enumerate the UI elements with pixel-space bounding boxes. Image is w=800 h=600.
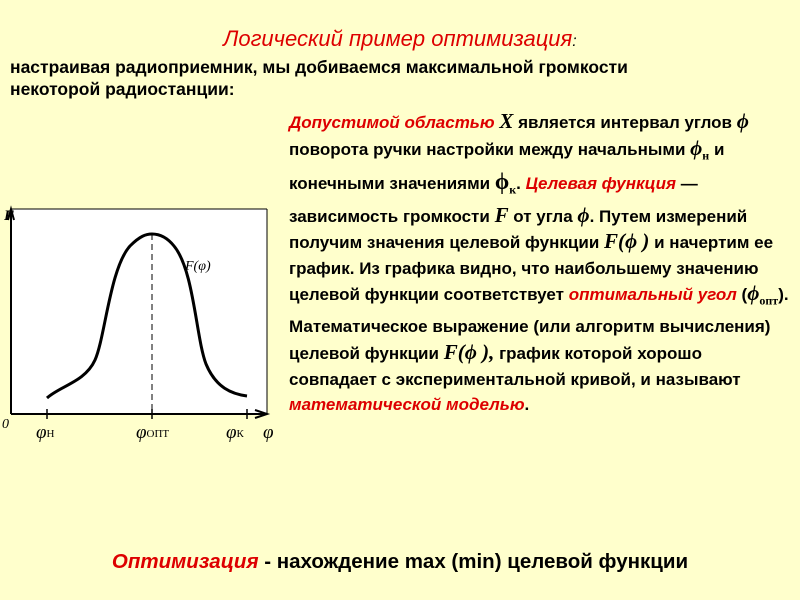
- desc-text-12: .: [524, 395, 530, 415]
- optimization-definition: [0, 550, 800, 574]
- desc-text-3: и конечными значениями: [289, 139, 725, 193]
- symbol-x: X: [499, 109, 514, 133]
- symbol-phi-end: ϕ: [494, 168, 510, 194]
- description-paragraph: [289, 109, 789, 418]
- desc-text-5: — зависимость громкости: [289, 173, 698, 226]
- symbol-phi-start: ϕ: [690, 135, 703, 160]
- term-optimal-angle: оптимальный угол: [568, 285, 737, 305]
- desc-text-9: (: [736, 285, 748, 305]
- subscript-end: к: [509, 181, 517, 196]
- title-colon: :: [572, 33, 577, 50]
- desc-text-11: график которой хорошо совпадает с экспериментальной кривой, и называют: [289, 343, 741, 389]
- phi-start-label: φН: [36, 422, 55, 443]
- term-objective-function: Целевая функция: [525, 173, 677, 193]
- curve-label: F(φ): [185, 259, 211, 274]
- desc-text-1: является интервал углов: [513, 113, 737, 132]
- title-text: Логический пример оптимизация: [223, 26, 573, 51]
- symbol-f-phi: F(ϕ ): [604, 229, 650, 254]
- symbol-f-phi-2: F(ϕ ),: [443, 339, 495, 364]
- desc-text-4: .: [516, 173, 526, 193]
- objective-function-graph: [0, 190, 290, 450]
- desc-text-7: . Путем измерений получим значения целевой функции: [289, 206, 748, 253]
- term-optimization: Оптимизация: [111, 550, 259, 573]
- desc-text-8: и начертим ее график. Из графика видно, что наибольшему значению целевой функции соответствует: [289, 233, 774, 305]
- symbol-f: F: [494, 202, 509, 227]
- term-mathematical-model: математической моделью: [289, 395, 525, 415]
- subscript-start: н: [702, 147, 710, 162]
- phi-opt-label: φОПТ: [136, 422, 170, 443]
- slide-title: [0, 26, 800, 52]
- symbol-phi-2: ϕ: [577, 202, 590, 227]
- symbol-phi: ϕ: [736, 109, 749, 133]
- symbol-phi-opt: ϕ: [747, 281, 760, 306]
- term-feasible-region: Допустимой областью: [289, 113, 495, 132]
- phi-end-label: φК: [226, 422, 244, 443]
- desc-text-2: поворота ручки настройки между начальными: [289, 139, 691, 159]
- definition-text: - нахождение max (min) целевой функции: [258, 550, 689, 573]
- desc-text-10: ). Математическое выражение (или алгоритм вычисления) целевой функции: [289, 285, 789, 363]
- desc-text-6: от угла: [508, 206, 578, 226]
- intro-text: настраивая радиоприемник, мы добиваемся максимальной громкости некоторой радиостанции:: [10, 57, 628, 99]
- y-axis-label: F: [4, 208, 15, 224]
- x-axis-label: φ: [263, 422, 274, 443]
- origin-label: 0: [2, 417, 9, 432]
- subscript-opt: опт: [759, 293, 779, 308]
